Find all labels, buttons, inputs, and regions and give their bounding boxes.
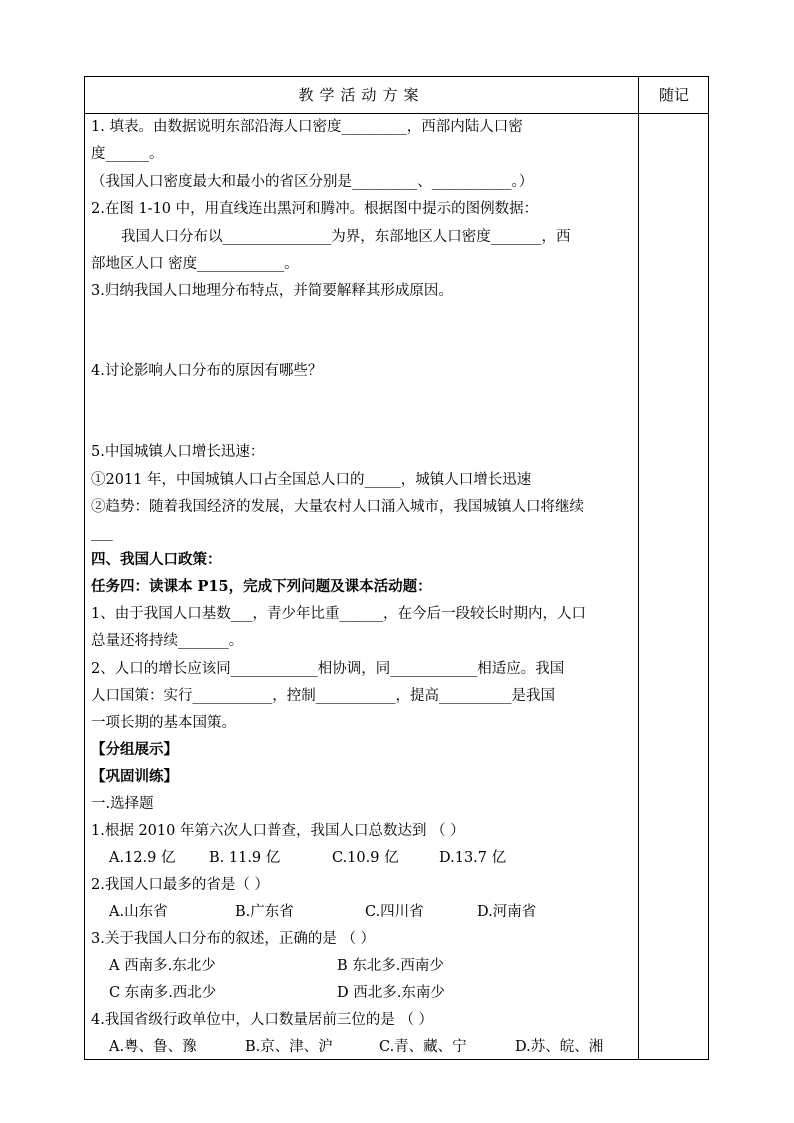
t4-q2-line-end: 一项长期的基本国策。 [91,715,236,731]
q5-line: 5.中国城镇人口增长迅速： [91,444,265,460]
table-header-row [85,77,708,114]
mc-q3-option-b: B 东北多.西南少 [337,958,444,974]
q2-fill-line-cont: 部地区人口 密度____________。 [91,256,299,272]
mc-q1-option-b: B. 11.9 亿 [209,850,281,866]
q1-note: （我国人口密度最大和最小的省区分别是_________、___________。） [91,174,534,190]
section-4-heading: 四、我国人口政策： [91,551,222,568]
q2-line: 2.在图 1-10 中，用直线连出黑河和腾冲。根据图中提示的图例数据： [91,201,539,217]
mc-q3-option-d: D 西北多.东南少 [337,985,445,1001]
mc-q3-option-c: C 东南多.西北少 [109,985,217,1001]
header-notes: 随记 [658,86,689,104]
column-divider [638,77,639,1059]
q2-fill-line: 我国人口分布以_______________为界，东部地区人口密度_______，西 [121,229,571,245]
t4-q1-line: 1、由于我国人口基数___，青少年比重______，在今后一段较长时期内，人口 [91,606,586,622]
group-display-heading: 【分组展示】 [91,741,178,758]
q5-item-1: ①2011 年，中国城镇人口占全国总人口的_____，城镇人口增长迅速 [91,472,532,488]
q5-item-2-blank: ___ [91,525,113,541]
practice-heading: 【巩固训练】 [91,768,178,785]
mc-q1: 1.根据 2010 年第六次人口普查，我国人口总数达到 （ ） [91,823,465,839]
t4-q1-line-cont: 总量还将持续_______。 [91,633,244,649]
mc-q1-option-d: D.13.7 亿 [439,850,507,866]
mc-q4-option-c: C.青、藏、宁 [379,1039,467,1055]
q3-line: 3.归纳我国人口地理分布特点，并简要解释其形成原因。 [91,283,453,299]
mc-q4-option-b: B.京、津、沪 [245,1039,333,1055]
mc-q1-option-a: A.12.9 亿 [109,850,176,866]
mc-q2-option-c: C.四川省 [365,904,424,920]
mc-q3-options-row-1 [91,956,444,976]
mc-q2-option-d: D.河南省 [477,904,537,920]
t4-q2-line-cont: 人口国策：实行___________，控制___________，提高__________是我国 [91,688,555,704]
mc-q4-options [91,1037,603,1057]
mc-q3-option-a: A 西南多.东北少 [109,958,216,974]
mc-q1-options [91,848,506,868]
t4-q2-line: 2、人口的增长应该同____________相协调，同____________相适应。我国 [91,661,565,677]
header-title: 教学活动方案 [298,86,425,104]
mc-q4-option-a: A.粤、鲁、豫 [109,1039,197,1055]
mc-q2-option-a: A.山东省 [109,904,168,920]
mc-section-heading: 一.选择题 [91,796,154,812]
q1-fill-line: 1. 填表。由数据说明东部沿海人口密度_________，西部内陆人口密 [91,119,523,135]
mc-q3: 3.关于我国人口分布的叙述，正确的是 （ ） [91,931,376,947]
mc-q4-option-d: D.苏、皖、湘 [515,1039,604,1055]
q1-fill-line-cont: 度______。 [91,146,164,162]
lesson-plan-table [84,76,709,1060]
mc-q1-option-c: C.10.9 亿 [332,850,399,866]
mc-q2-option-b: B.广东省 [235,904,294,920]
q4-line: 4.讨论影响人口分布的原因有哪些？ [91,363,323,379]
mc-q2-options [91,902,536,922]
mc-q3-options-row-2 [91,983,445,1003]
mc-q2: 2.我国人口最多的省是（ ） [91,877,269,893]
q5-item-2: ②趋势：随着我国经济的发展，大量农村人口涌入城市，我国城镇人口将继续 [91,499,584,515]
task-4-heading: 任务四：读课本 P15，完成下列问题及课本活动题： [91,578,432,595]
mc-q4: 4.我国省级行政单位中，人口数量居前三位的是 （ ） [91,1012,434,1028]
